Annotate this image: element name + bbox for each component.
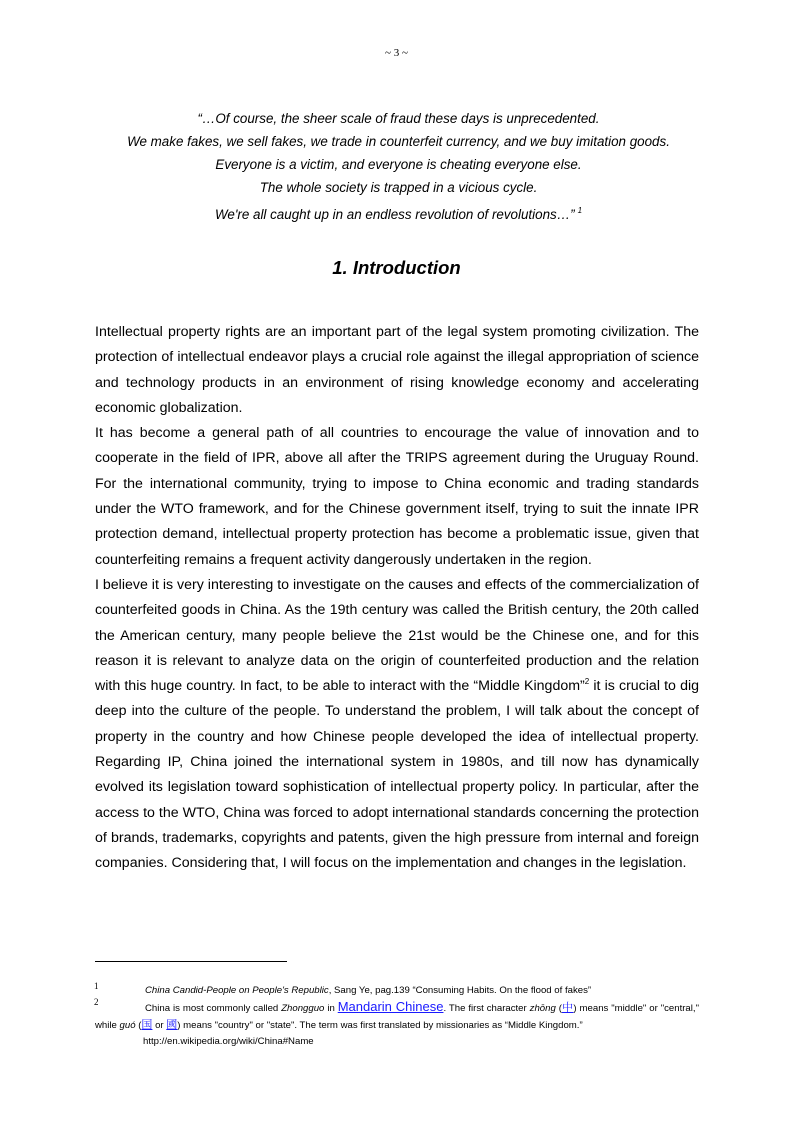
footnote-text: ( — [135, 1020, 142, 1031]
footnote-2 — [95, 999, 699, 1050]
char-zhong-link[interactable]: 中 — [561, 1001, 574, 1014]
char-guo-traditional-link[interactable]: 國 — [166, 1018, 178, 1031]
footnote-ref-1[interactable]: 1 — [577, 206, 583, 215]
epigraph-quote — [60, 110, 737, 225]
footnote-text: ) means "middle" or "central," while — [95, 1003, 699, 1031]
char-guo-simplified-link[interactable]: 国 — [141, 1018, 153, 1031]
epigraph-line: We're all caught up in an endless revolution of revolutions…” — [214, 207, 575, 222]
footnote-text: ( — [555, 1003, 562, 1014]
footnote-text: or — [152, 1020, 167, 1031]
paragraph-3-part-1: I believe it is very interesting to investigate on the causes and effects of the commercialization of counterfeited goods in China. As the 19th century was called the British century, the 20th called the American century, many people believe the 21st would be the Chinese one, and for this reason it is relevant to analyze data on the origin of counterfeited production and the relation with this huge country. In fact, to be able to interact with the “Middle Kingdom” — [95, 576, 699, 695]
footnote-ref-2[interactable]: 2 — [584, 677, 590, 687]
epigraph-line-last — [60, 202, 737, 225]
footnote-text: ) means "country" or "state". The term was first translated by missionaries as “Middle Kingdom.” — [177, 1020, 583, 1031]
section-heading: 1. Introduction — [332, 257, 461, 278]
footnote-url: http://en.wikipedia.org/wiki/China#Name — [143, 1036, 314, 1047]
footnotes — [95, 983, 699, 1050]
footnote-text: . The first character — [443, 1003, 530, 1014]
epigraph-line: We make fakes, we sell fakes, we trade in counterfeit currency, and we buy imitation goods. — [127, 134, 670, 149]
footnote-text: , Sang Ye, pag.139 “Consuming Habits. On the flood of fakes” — [328, 985, 592, 996]
footnote-term: Zhongguo — [281, 1003, 325, 1014]
epigraph-line: Everyone is a victim, and everyone is cheating everyone else. — [215, 157, 582, 172]
footnote-term: zhōng — [529, 1003, 556, 1014]
footnote-1 — [95, 983, 699, 999]
mandarin-chinese-link[interactable]: Mandarin Chinese — [337, 999, 444, 1014]
paragraph-1: Intellectual property rights are an important part of the legal system promoting civilization. The protection of intellectual endeavor plays a crucial role against the illegal appropriation of science and technology products in an environment of rising knowledge economy and accelerating economic globalization. — [95, 324, 699, 416]
paragraph-2: It has become a general path of all countries to encourage the value of innovation and to cooperate in the field of IPR, above all after the TRIPS agreement during the Uruguay Round. For the international community, trying to impose to China economic and trading standards under the WTO framework, and for the Chinese government itself, trying to suit the innate IPR protection demand, intellectual property protection has become a problematic issue, given that counterfeiting remains a frequent activity dangerously undertaken in the region. — [95, 425, 699, 568]
footnote-text: in — [324, 1003, 338, 1014]
body-text — [95, 320, 699, 877]
footnote-mark: 1 — [94, 981, 99, 991]
footnote-book-title: China Candid-People on People's Republic — [145, 985, 329, 996]
page-number: ~ 3 ~ — [385, 47, 408, 59]
paragraph-3-part-2: it is crucial to dig deep into the culture of the people. To understand the problem, I will talk about the concept of property in the country and how Chinese people developed the idea of intellectual property. Regarding IP, China joined the international system in 1980s, and till now has dynamically evolved its legislation toward sophistication of intellectual property policy. In particular, after the access to the WTO, China was forced to adopt international standards concerning the protection of brands, trademarks, copyrights and patents, given the high pressure from internal and foreign companies. Considering that, I will focus on the implementation and changes in the legislation. — [95, 678, 700, 872]
paragraph-3 — [95, 573, 699, 877]
epigraph-line: “…Of course, the sheer scale of fraud these days is unprecedented. — [197, 111, 600, 126]
footnote-mark: 2 — [94, 997, 99, 1007]
footnote-text: China is most commonly called — [145, 1003, 282, 1014]
epigraph-line: The whole society is trapped in a vicious cycle. — [259, 180, 538, 195]
footnote-term: guó — [119, 1020, 136, 1031]
footnote-separator — [95, 961, 287, 962]
